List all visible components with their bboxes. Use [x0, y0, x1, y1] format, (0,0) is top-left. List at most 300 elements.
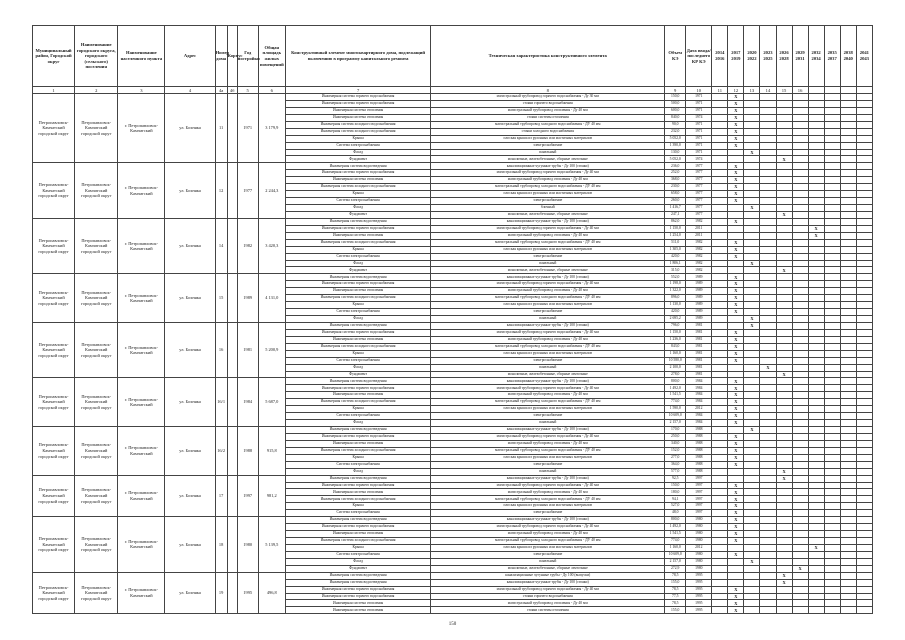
element-cell: Инженерная система водоотведения: [285, 378, 431, 385]
period-mark-cell: [792, 211, 808, 218]
period-mark-cell: [792, 447, 808, 454]
period-mark-cell: [808, 357, 824, 364]
period-mark-cell: [744, 454, 760, 461]
volume-cell: 10 580,0: [665, 357, 686, 364]
period-mark-cell: [712, 496, 728, 503]
period-mark-cell: [712, 198, 728, 205]
period-mark-cell: [856, 267, 872, 274]
street-cell: ул. Бохняка: [165, 475, 215, 517]
period-mark-cell: [792, 517, 808, 524]
period-mark-cell: X: [728, 420, 744, 427]
element-cell: Фасад: [285, 260, 431, 267]
korpus-cell: [227, 322, 237, 378]
date-cell: 1977: [686, 170, 712, 177]
period-mark-cell: [840, 475, 856, 482]
column-number: 9: [665, 87, 686, 94]
period-mark-cell: [712, 579, 728, 586]
period-mark-cell: [824, 142, 840, 149]
element-cell: Инженерная система холодного водоснабжения: [285, 447, 431, 454]
period-mark-cell: [856, 205, 872, 212]
korpus-cell: [227, 572, 237, 614]
volume-cell: 511,0: [665, 239, 686, 246]
date-cell: 1997: [686, 482, 712, 489]
column-number: 1: [33, 87, 75, 94]
volume-cell: 600,0: [665, 107, 686, 114]
period-mark-cell: [824, 177, 840, 184]
volume-cell: 10 609,0: [665, 413, 686, 420]
period-mark-cell: X: [744, 205, 760, 212]
period-mark-cell: [808, 503, 824, 510]
period-mark-cell: [840, 357, 856, 364]
settlement-cell: Петропавловск-Камчатский городской округ: [75, 378, 118, 427]
period-mark-cell: [728, 322, 744, 329]
period-mark-cell: [840, 225, 856, 232]
period-mark-cell: [840, 288, 856, 295]
header-period: 2026 2028: [776, 26, 792, 87]
period-mark-cell: [824, 295, 840, 302]
volume-cell: 250,0: [665, 433, 686, 440]
element-cell: Инженерная система водоотведения: [285, 475, 431, 482]
period-mark-cell: [824, 135, 840, 142]
period-mark-cell: [712, 468, 728, 475]
period-mark-cell: [824, 246, 840, 253]
period-mark-cell: [776, 225, 792, 232]
period-mark-cell: [744, 253, 760, 260]
date-cell: 1980: [686, 558, 712, 565]
date-cell: 1988: [686, 447, 712, 454]
date-cell: 1981: [686, 364, 712, 371]
city-cell: г. Петропавловск-Камчатский: [118, 163, 165, 219]
period-mark-cell: [792, 399, 808, 406]
period-mark-cell: [776, 246, 792, 253]
year-cell: 1977: [237, 163, 258, 219]
period-mark-cell: [776, 253, 792, 260]
period-mark-cell: [856, 524, 872, 531]
period-mark-cell: [760, 121, 776, 128]
period-mark-cell: X: [728, 336, 744, 343]
period-mark-cell: X: [776, 267, 792, 274]
city-cell: г. Петропавловск-Камчатский: [118, 94, 165, 163]
period-mark-cell: [728, 267, 744, 274]
period-mark-cell: [856, 378, 872, 385]
period-mark-cell: [824, 392, 840, 399]
period-mark-cell: [760, 496, 776, 503]
period-mark-cell: [728, 468, 744, 475]
period-mark-cell: [776, 406, 792, 413]
period-mark-cell: [744, 447, 760, 454]
element-cell: Инженерная система водоотведения: [285, 572, 431, 579]
period-mark-cell: [744, 593, 760, 600]
tech-cell: плоская крыша из рулонных или мастичных материалов: [431, 350, 665, 357]
period-mark-cell: [776, 420, 792, 427]
period-mark-cell: [712, 211, 728, 218]
date-cell: 1981: [686, 322, 712, 329]
period-mark-cell: [840, 149, 856, 156]
date-cell: 1971: [686, 94, 712, 101]
period-mark-cell: [824, 531, 840, 538]
period-mark-cell: [776, 593, 792, 600]
column-number: 4a: [215, 87, 227, 94]
volume-cell: 180,0: [665, 489, 686, 496]
period-mark-cell: [760, 149, 776, 156]
period-mark-cell: [776, 600, 792, 607]
period-mark-cell: [808, 121, 824, 128]
volume-cell: 2 157,0: [665, 558, 686, 565]
period-mark-cell: [792, 378, 808, 385]
period-mark-cell: [808, 170, 824, 177]
period-mark-cell: X: [728, 107, 744, 114]
volume-cell: 420,0: [665, 253, 686, 260]
element-cell: Крыша: [285, 135, 431, 142]
period-mark-cell: [776, 107, 792, 114]
period-mark-cell: X: [776, 468, 792, 475]
period-mark-cell: [712, 475, 728, 482]
period-mark-cell: [824, 336, 840, 343]
tech-cell: магистральный трубопровод холодного водоснабжения - ДУ 40 мм: [431, 184, 665, 191]
period-mark-cell: [824, 593, 840, 600]
tech-cell: магистральный трубопровод горячего водоснабжения - Ду 40 мм: [431, 433, 665, 440]
volume-cell: 796,0: [665, 322, 686, 329]
period-mark-cell: [712, 558, 728, 565]
period-mark-cell: [808, 482, 824, 489]
header-year: Год постройки: [237, 26, 258, 87]
period-mark-cell: [760, 350, 776, 357]
period-mark-cell: [728, 225, 744, 232]
period-mark-cell: [824, 586, 840, 593]
volume-cell: 150,0: [665, 94, 686, 101]
street-cell: ул. Бохняка: [165, 322, 215, 378]
period-mark-cell: [824, 607, 840, 614]
period-mark-cell: [856, 184, 872, 191]
element-cell: Крыша: [285, 246, 431, 253]
period-mark-cell: X: [744, 316, 760, 323]
district-cell: Петропавловск-Камчатский городской округ: [33, 517, 75, 573]
date-cell: 1989: [686, 274, 712, 281]
date-cell: 1977: [686, 163, 712, 170]
period-mark-cell: X: [728, 343, 744, 350]
period-mark-cell: X: [808, 232, 824, 239]
period-mark-cell: [792, 142, 808, 149]
street-cell: ул. Бохняка: [165, 378, 215, 427]
element-cell: Инженерная система холодного водоснабжения: [285, 121, 431, 128]
period-mark-cell: X: [744, 260, 760, 267]
date-cell: 1982: [686, 253, 712, 260]
period-mark-cell: [808, 406, 824, 413]
period-mark-cell: [744, 433, 760, 440]
tech-cell: канализационные чугунные трубы - Ду 100 (выпуски): [431, 572, 665, 579]
period-mark-cell: [744, 468, 760, 475]
period-mark-cell: [808, 295, 824, 302]
period-mark-cell: [856, 489, 872, 496]
period-mark-cell: [840, 128, 856, 135]
volume-cell: 252,0: [665, 170, 686, 177]
period-mark-cell: [712, 572, 728, 579]
tech-cell: магистральный трубопровод отопления - Ду 40 мм: [431, 232, 665, 239]
page-number: 150: [448, 622, 457, 627]
date-cell: 1971: [686, 128, 712, 135]
period-mark-cell: [776, 177, 792, 184]
column-number: 8: [431, 87, 665, 94]
period-mark-cell: [856, 170, 872, 177]
element-cell: Инженерная система отопления: [285, 607, 431, 614]
date-cell: 1988: [686, 461, 712, 468]
period-mark-cell: [744, 461, 760, 468]
area-cell: 3 420,3: [258, 218, 285, 274]
period-mark-cell: X: [728, 170, 744, 177]
settlement-cell: Петропавловск-Камчатский городской округ: [75, 163, 118, 219]
date-cell: 1997: [686, 475, 712, 482]
element-cell: Система электроснабжения: [285, 253, 431, 260]
tech-cell: монолитные, железобетонные, сборные ленточные: [431, 211, 665, 218]
period-mark-cell: [712, 378, 728, 385]
period-mark-cell: [776, 302, 792, 309]
period-mark-cell: [824, 260, 840, 267]
period-mark-cell: [744, 544, 760, 551]
period-mark-cell: [792, 607, 808, 614]
period-mark-cell: [712, 232, 728, 239]
district-cell: Петропавловск-Камчатский городской округ: [33, 163, 75, 219]
period-mark-cell: [856, 239, 872, 246]
period-mark-cell: [824, 121, 840, 128]
period-mark-cell: [792, 531, 808, 538]
period-mark-cell: [824, 600, 840, 607]
period-mark-cell: [792, 107, 808, 114]
period-mark-cell: X: [728, 309, 744, 316]
date-cell: 1982: [686, 267, 712, 274]
period-mark-cell: [776, 343, 792, 350]
volume-cell: 78,5: [665, 572, 686, 579]
period-mark-cell: [856, 253, 872, 260]
tech-cell: магистральный трубопровод холодного водоснабжения - ДУ 40 мм: [431, 295, 665, 302]
period-mark-cell: [776, 350, 792, 357]
tech-cell: плоская крыша из рулонных или мастичных материалов: [431, 135, 665, 142]
period-mark-cell: [760, 316, 776, 323]
period-mark-cell: [744, 357, 760, 364]
element-cell: Система электроснабжения: [285, 461, 431, 468]
volume-cell: 1 492,0: [665, 385, 686, 392]
volume-cell: 260,0: [665, 198, 686, 205]
period-mark-cell: [840, 302, 856, 309]
tech-cell: плоская крыша из рулонных или мастичных материалов: [431, 544, 665, 551]
period-mark-cell: [824, 503, 840, 510]
table-row: [33, 163, 873, 170]
element-cell: Инженерная система горячего водоснабжения: [285, 281, 431, 288]
period-mark-cell: [792, 406, 808, 413]
year-cell: 1995: [237, 572, 258, 614]
period-mark-cell: [840, 468, 856, 475]
period-mark-cell: [824, 433, 840, 440]
period-mark-cell: [760, 482, 776, 489]
column-number: [824, 87, 840, 94]
period-mark-cell: [760, 211, 776, 218]
district-cell: Петропавловск-Камчатский городской округ: [33, 274, 75, 323]
volume-cell: 278,0: [665, 371, 686, 378]
period-mark-cell: [744, 302, 760, 309]
date-cell: 1980: [686, 538, 712, 545]
period-mark-cell: [744, 191, 760, 198]
date-cell: 1995: [686, 579, 712, 586]
period-mark-cell: [728, 211, 744, 218]
period-mark-cell: [808, 461, 824, 468]
period-mark-cell: X: [728, 184, 744, 191]
period-mark-cell: [792, 225, 808, 232]
element-cell: Инженерная система водоотведения: [285, 218, 431, 225]
period-mark-cell: [760, 281, 776, 288]
tech-cell: монолитные, железобетонные, сборные ленточные: [431, 371, 665, 378]
korpus-cell: [227, 475, 237, 517]
period-mark-cell: [856, 399, 872, 406]
volume-cell: 1 130,0: [665, 302, 686, 309]
period-mark-cell: [808, 586, 824, 593]
column-number: [856, 87, 872, 94]
period-mark-cell: [856, 461, 872, 468]
tech-cell: стояки системы отопления: [431, 114, 665, 121]
period-mark-cell: [824, 399, 840, 406]
period-mark-cell: [776, 316, 792, 323]
table-row: [33, 94, 873, 101]
period-mark-cell: [840, 572, 856, 579]
element-cell: Фасад: [285, 420, 431, 427]
date-cell: 1982: [686, 239, 712, 246]
period-mark-cell: [744, 392, 760, 399]
tech-cell: магистральный трубопровод горячего водоснабжения - Ду 40 мм: [431, 524, 665, 531]
tech-cell: магистральный трубопровод отопления - Ду 40 мм: [431, 107, 665, 114]
period-mark-cell: [840, 364, 856, 371]
period-mark-cell: [776, 503, 792, 510]
period-mark-cell: [728, 205, 744, 212]
period-mark-cell: [776, 142, 792, 149]
period-mark-cell: [856, 482, 872, 489]
column-number: 5: [237, 87, 258, 94]
period-mark-cell: [776, 607, 792, 614]
period-mark-cell: X: [728, 447, 744, 454]
period-mark-cell: [760, 586, 776, 593]
period-mark-cell: [744, 343, 760, 350]
period-mark-cell: [808, 364, 824, 371]
period-mark-cell: [824, 114, 840, 121]
tech-cell: плоская крыша из рулонных или мастичных материалов: [431, 406, 665, 413]
period-mark-cell: [744, 309, 760, 316]
period-mark-cell: [840, 531, 856, 538]
element-cell: Инженерная система водоотведения: [285, 274, 431, 281]
period-mark-cell: [792, 177, 808, 184]
period-mark-cell: [840, 551, 856, 558]
period-mark-cell: [712, 218, 728, 225]
header-city: Наименование населенного пункта: [118, 26, 165, 87]
period-mark-cell: [840, 156, 856, 163]
column-number: 11: [712, 87, 728, 94]
period-mark-cell: [824, 364, 840, 371]
settlement-cell: Петропавловск-Камчатский городской округ: [75, 322, 118, 378]
period-mark-cell: [808, 468, 824, 475]
period-mark-cell: [824, 496, 840, 503]
period-mark-cell: [808, 524, 824, 531]
period-mark-cell: [792, 128, 808, 135]
column-number: 4б: [227, 87, 237, 94]
period-mark-cell: [760, 551, 776, 558]
period-mark-cell: [856, 295, 872, 302]
period-mark-cell: [856, 503, 872, 510]
volume-cell: 1 416,7: [665, 205, 686, 212]
period-mark-cell: [808, 551, 824, 558]
volume-cell: 840,0: [665, 114, 686, 121]
period-mark-cell: [744, 413, 760, 420]
date-cell: 1977: [686, 191, 712, 198]
volume-cell: 1 160,0: [665, 350, 686, 357]
period-mark-cell: [760, 267, 776, 274]
period-mark-cell: X: [728, 399, 744, 406]
period-mark-cell: [824, 538, 840, 545]
period-mark-cell: [808, 538, 824, 545]
element-cell: Фасад: [285, 468, 431, 475]
period-mark-cell: [792, 329, 808, 336]
period-mark-cell: [728, 558, 744, 565]
year-cell: 1984: [237, 378, 258, 427]
period-mark-cell: [760, 468, 776, 475]
date-cell: 1982: [686, 218, 712, 225]
element-cell: Инженерная система холодного водоснабжения: [285, 184, 431, 191]
period-mark-cell: [712, 170, 728, 177]
period-mark-cell: [776, 322, 792, 329]
period-mark-cell: [808, 475, 824, 482]
period-mark-cell: [712, 225, 728, 232]
period-mark-cell: [712, 163, 728, 170]
period-mark-cell: [744, 170, 760, 177]
period-mark-cell: [808, 440, 824, 447]
city-cell: г. Петропавловск-Камчатский: [118, 517, 165, 573]
tech-cell: электроснабжение: [431, 510, 665, 517]
period-mark-cell: [824, 322, 840, 329]
period-mark-cell: X: [728, 440, 744, 447]
period-mark-cell: [760, 142, 776, 149]
period-mark-cell: [712, 246, 728, 253]
element-cell: Инженерная система холодного водоснабжения: [285, 399, 431, 406]
period-mark-cell: X: [728, 100, 744, 107]
element-cell: Инженерная система водоотведения: [285, 427, 431, 434]
period-mark-cell: [840, 544, 856, 551]
period-mark-cell: [776, 205, 792, 212]
tech-cell: канализационные чугунные трубы - Ду 100 (стояки): [431, 274, 665, 281]
header-period: 2023 2025: [760, 26, 776, 87]
period-mark-cell: [776, 510, 792, 517]
header-volume: Объем КЭ: [665, 26, 686, 87]
period-mark-cell: [776, 489, 792, 496]
korpus-cell: [227, 517, 237, 573]
element-cell: Инженерная система горячего водоснабжения: [285, 329, 431, 336]
element-cell: Крыша: [285, 544, 431, 551]
period-mark-cell: [792, 198, 808, 205]
period-mark-cell: [792, 600, 808, 607]
period-mark-cell: [712, 406, 728, 413]
period-mark-cell: [728, 316, 744, 323]
period-mark-cell: [840, 371, 856, 378]
period-mark-cell: [760, 198, 776, 205]
tech-cell: монолитные, железобетонные, сборные ленточные: [431, 156, 665, 163]
column-number: 3: [118, 87, 165, 94]
house-number-cell: 12: [215, 163, 227, 219]
period-mark-cell: [760, 433, 776, 440]
tech-cell: магистральный трубопровод холодного водоснабжения - ДУ 40 мм: [431, 399, 665, 406]
period-mark-cell: [776, 385, 792, 392]
period-mark-cell: [792, 170, 808, 177]
period-mark-cell: [776, 336, 792, 343]
period-mark-cell: [728, 260, 744, 267]
volume-cell: 2 157,0: [665, 420, 686, 427]
period-mark-cell: [744, 267, 760, 274]
period-mark-cell: X: [744, 558, 760, 565]
period-mark-cell: [712, 364, 728, 371]
district-cell: Петропавловск-Камчатский городской округ: [33, 378, 75, 427]
